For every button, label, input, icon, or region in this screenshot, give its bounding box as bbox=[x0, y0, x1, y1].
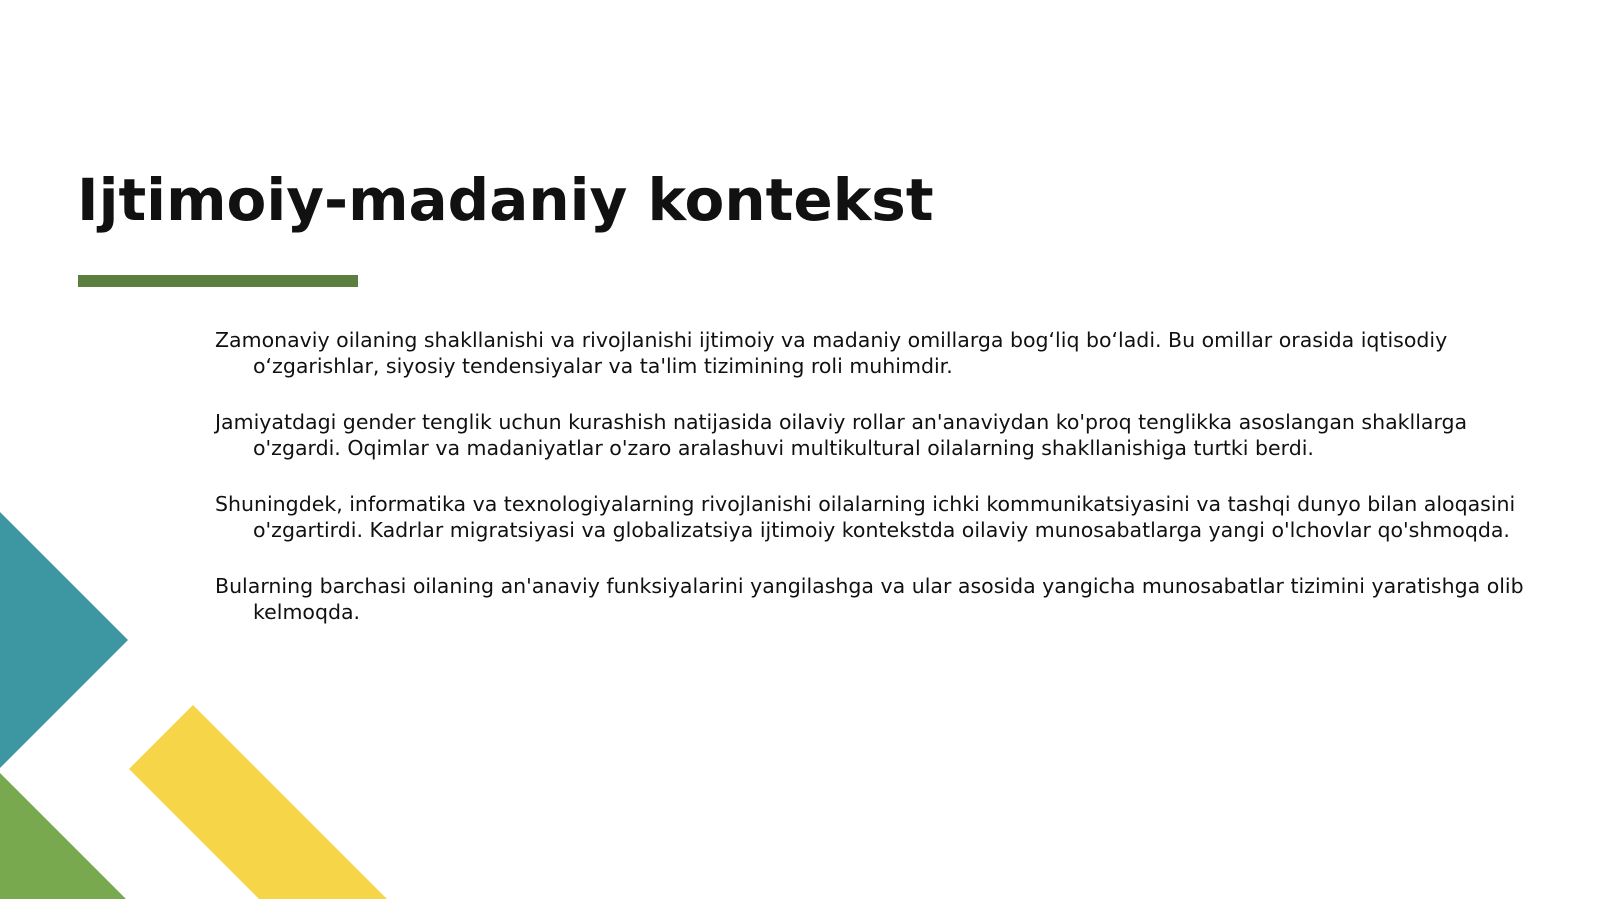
green-triangle-shape bbox=[0, 773, 128, 899]
paragraph: Zamonaviy oilaning shakllanishi va rivojlanishi ijtimoiy va madaniy omillarga bog‘liq bo‘ladi. Bu omillar orasida iqtisodiy o‘zgarishlar, siyosiy tendensiyalar va ta'lim tizimining roli muhimdir. bbox=[215, 328, 1448, 378]
paragraph: Shuningdek, informatika va texnologiyalarning rivojlanishi oilalarning ichki kommunikatsiyasini va tashqi dunyo bilan aloqasini o'zgartirdi. Kadrlar migratsiyasi va globalizatsiya ijtimoiy kontekstda oilaviy munosabatlarga yangi o'lchovlar qo'shmoqda. bbox=[215, 492, 1516, 542]
title-underline-bar bbox=[78, 275, 358, 287]
yellow-band-shape bbox=[129, 705, 389, 899]
teal-triangle-shape bbox=[0, 512, 128, 768]
paragraph: Jamiyatdagi gender tenglik uchun kurashish natijasida oilaviy rollar an'anaviydan ko'proq tenglikka asoslangan shakllarga o'zgardi. Oqimlar va madaniyatlar o'zaro aralashuvi multikultural oilalarning shakllanishiga turtki berdi. bbox=[215, 410, 1468, 460]
paragraph: Bularning barchasi oilaning an'anaviy funksiyalarini yangilashga va ular asosida yangicha munosabatlar tizimini yaratishga olib kelmoqda. bbox=[215, 574, 1524, 624]
body-text bbox=[215, 327, 1535, 655]
slide-title: Ijtimoiy-madaniy kontekst bbox=[77, 166, 934, 234]
